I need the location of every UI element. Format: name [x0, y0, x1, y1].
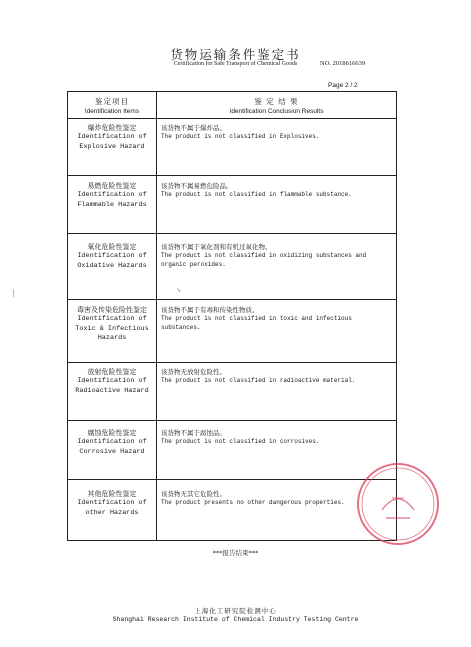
result-cn: 该货物不属易燃危险品。: [161, 182, 233, 190]
result-cn: 该货物无其它危险性。: [161, 490, 226, 498]
scan-mark: ↘: [176, 287, 182, 294]
official-seal-icon: [352, 458, 444, 550]
item-name-en: other Hazards: [85, 508, 139, 517]
end-of-report: ***报告结束***: [212, 549, 259, 557]
page-indicator: Page 2 / 2: [328, 82, 358, 89]
result-en: The product is not classified in flammable substance.: [161, 191, 352, 198]
binding-tick: [13, 289, 14, 297]
item-name-cn: 放射危险性鉴定: [87, 368, 137, 376]
organization-name-en: Shanghai Research Institute of Chemical Industry Testing Centre: [112, 616, 359, 623]
item-name-en: Identification of: [77, 377, 147, 385]
result-cn: 该货物不属于有毒和传染性物质。: [161, 306, 259, 314]
table-row-item: [68, 368, 156, 396]
result-en: The product is not classified in toxic and infectious substances.: [161, 315, 352, 331]
item-name-cn: 氧化危险性鉴定: [87, 243, 137, 251]
document-title-en: Certification for Safe Transport of Chemical Goods: [173, 61, 298, 67]
column-header-results: [157, 92, 396, 118]
result-cn: 该货物不属于爆炸品。: [161, 124, 226, 132]
column-header-results-en: Identification Conclusion Results: [229, 108, 324, 115]
result-cn: 该货物不属于氧化剂和有机过氧化物。: [161, 243, 272, 251]
row-divider: [68, 299, 396, 300]
row-divider: [68, 175, 396, 176]
item-name-cn: 其他危险性鉴定: [87, 490, 137, 498]
item-name-en: Identification of: [77, 191, 147, 199]
table-row-result: [161, 306, 391, 332]
table-row-result: [161, 124, 391, 142]
item-name-en: Flammable Hazards: [77, 200, 147, 209]
result-cn: 该货物无放射危险性。: [161, 368, 226, 376]
organization-name-cn: 上海化工研究院检测中心: [194, 607, 277, 615]
table-row-result: [161, 368, 391, 386]
item-name-en: Identification of: [77, 252, 147, 260]
table-row-item: [68, 124, 156, 152]
item-name-en: Toxic & Infectious: [75, 324, 149, 333]
column-divider: [156, 92, 157, 540]
table-row-item: [68, 182, 156, 210]
item-name-en: Identification of: [77, 499, 147, 507]
item-name-cn: 易燃危险性鉴定: [87, 182, 137, 190]
item-name-en: Explosive Hazard: [79, 142, 145, 151]
item-name-en: Identification of: [77, 315, 147, 323]
item-name-en: Identification of: [77, 133, 147, 141]
row-divider: [68, 420, 396, 421]
table-row-item: [68, 490, 156, 518]
table-row-result: [161, 429, 391, 447]
document-title-cn: 货物运输条件鉴定书: [170, 47, 301, 62]
column-header-results-cn: 鉴 定 结 果: [254, 97, 299, 106]
table-row-item: [68, 306, 156, 344]
result-en: The product presents no other dangerous properties.: [161, 499, 345, 506]
result-en: The product is not classified in oxidizing substances and organic peroxides.: [161, 252, 367, 268]
identification-table: [67, 91, 397, 541]
table-row-item: [68, 429, 156, 457]
column-header-items-cn: 鉴定项目: [95, 97, 129, 106]
item-name-en: Radioactive Hazard: [75, 386, 149, 395]
column-header-items: [68, 92, 156, 118]
item-name-cn: 爆炸危险性鉴定: [87, 124, 137, 132]
table-row-result: [161, 243, 391, 269]
row-divider: [68, 118, 396, 119]
document-number: NO. 2018616639: [320, 60, 366, 67]
row-divider: [68, 233, 396, 234]
result-cn: 该货物不属于腐蚀品。: [161, 429, 226, 437]
result-en: The product is not classified in corrosives.: [161, 438, 320, 445]
item-name-cn: 毒害及传染危险性鉴定: [77, 306, 147, 314]
table-row-result: [161, 182, 391, 200]
row-divider: [68, 362, 396, 363]
row-divider: [68, 479, 396, 480]
column-header-items-en: Identification Items: [84, 108, 140, 115]
result-en: The product is not classified in Explosives.: [161, 133, 320, 140]
item-name-cn: 腐蚀危险性鉴定: [87, 429, 137, 437]
item-name-en: Identification of: [77, 438, 147, 446]
item-name-en: Hazards: [97, 334, 127, 342]
result-en: The product is not classified in radioactive material.: [161, 377, 356, 384]
item-name-en: Oxidative Hazards: [77, 261, 147, 270]
item-name-en: Corrosive Hazard: [79, 447, 145, 456]
table-row-item: [68, 243, 156, 271]
